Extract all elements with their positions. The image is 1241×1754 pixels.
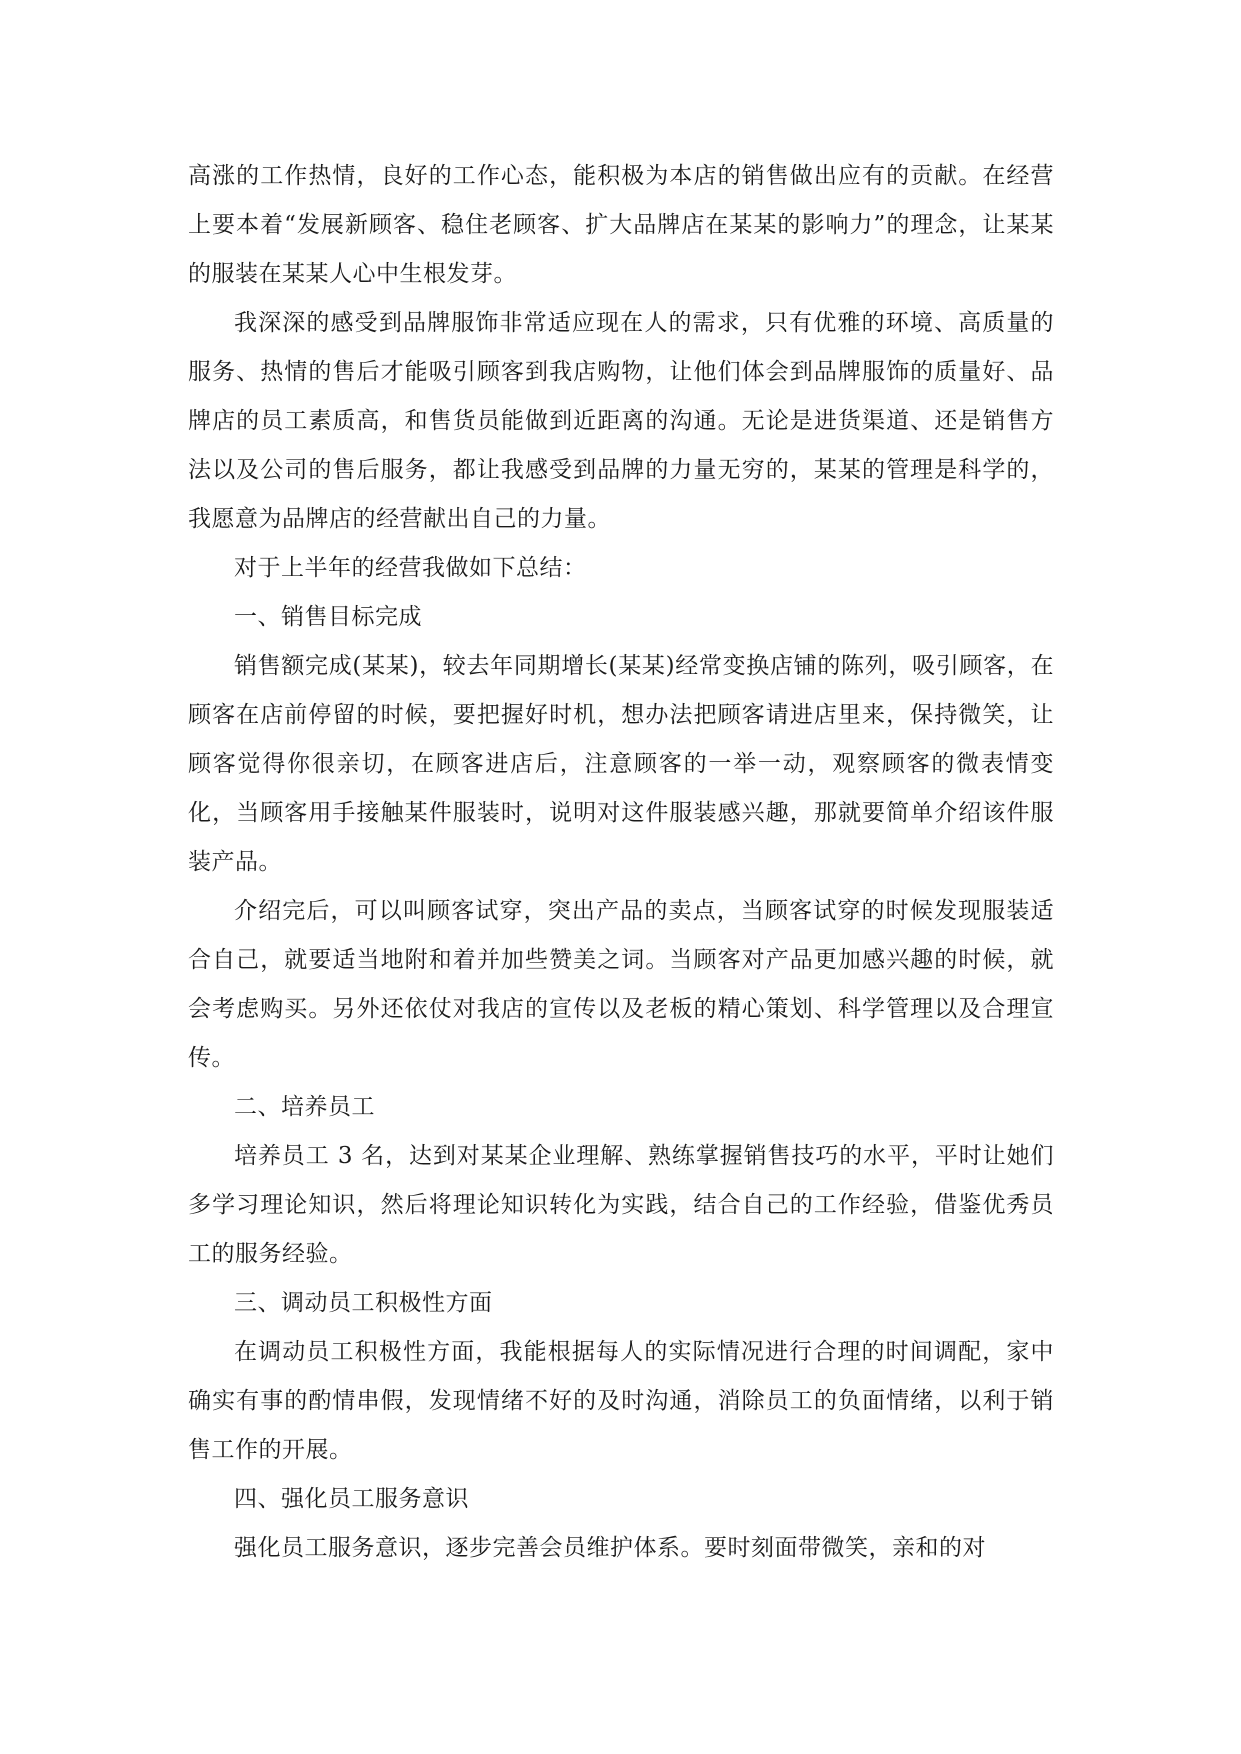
paragraph-summary-lead: 对于上半年的经营我做如下总结：	[234, 555, 587, 581]
section-heading-motivation: 三、调动员工积极性方面	[234, 1290, 493, 1316]
paragraph-intro-continued: 高涨的工作热情，良好的工作心态，能积极为本店的销售做出应有的贡献。在经营上要本着“发展新顾客、稳住老顾客、扩大品牌店在某某的影响力”的理念，让某某的服装在某某人心中生根发芽。	[188, 163, 1054, 287]
document-body	[188, 152, 1054, 1573]
paragraph-try-on: 介绍完后，可以叫顾客试穿，突出产品的卖点，当顾客试穿的时候发现服装适合自己，就要适当地附和着并加些赞美之词。当顾客对产品更加感兴趣的时候，就会考虑购买。另外还依仗对我店的宣传以及老板的精心策划、科学管理以及合理宣传。	[188, 898, 1054, 1071]
paragraph-service-awareness: 强化员工服务意识，逐步完善会员维护体系。要时刻面带微笑，亲和的对	[234, 1535, 986, 1561]
section-heading-sales-target: 一、销售目标完成	[234, 604, 422, 630]
section-heading-service-awareness: 四、强化员工服务意识	[234, 1486, 469, 1512]
paragraph-train-staff: 培养员工 3 名，达到对某某企业理解、熟练掌握销售技巧的水平，平时让她们多学习理论知识，然后将理论知识转化为实践，结合自己的工作经验，借鉴优秀员工的服务经验。	[188, 1143, 1054, 1267]
paragraph-brand-feeling: 我深深的感受到品牌服饰非常适应现在人的需求，只有优雅的环境、高质量的服务、热情的售后才能吸引顾客到我店购物，让他们体会到品牌服饰的质量好、品牌店的员工素质高，和售货员能做到近距离的沟通。无论是进货渠道、还是销售方法以及公司的售后服务，都让我感受到品牌的力量无穷的，某某的管理是科学的，我愿意为品牌店的经营献出自己的力量。	[188, 310, 1054, 532]
section-heading-train-staff: 二、培养员工	[234, 1094, 375, 1120]
paragraph-sales-target: 销售额完成(某某)，较去年同期增长(某某)经常变换店铺的陈列，吸引顾客，在顾客在店前停留的时候，要把握好时机，想办法把顾客请进店里来，保持微笑，让顾客觉得你很亲切，在顾客进店后，注意顾客的一举一动，观察顾客的微表情变化，当顾客用手接触某件服装时，说明对这件服装感兴趣，那就要简单介绍该件服装产品。	[188, 653, 1054, 875]
paragraph-motivation: 在调动员工积极性方面，我能根据每人的实际情况进行合理的时间调配，家中确实有事的酌情串假，发现情绪不好的及时沟通，消除员工的负面情绪，以利于销售工作的开展。	[188, 1339, 1054, 1463]
